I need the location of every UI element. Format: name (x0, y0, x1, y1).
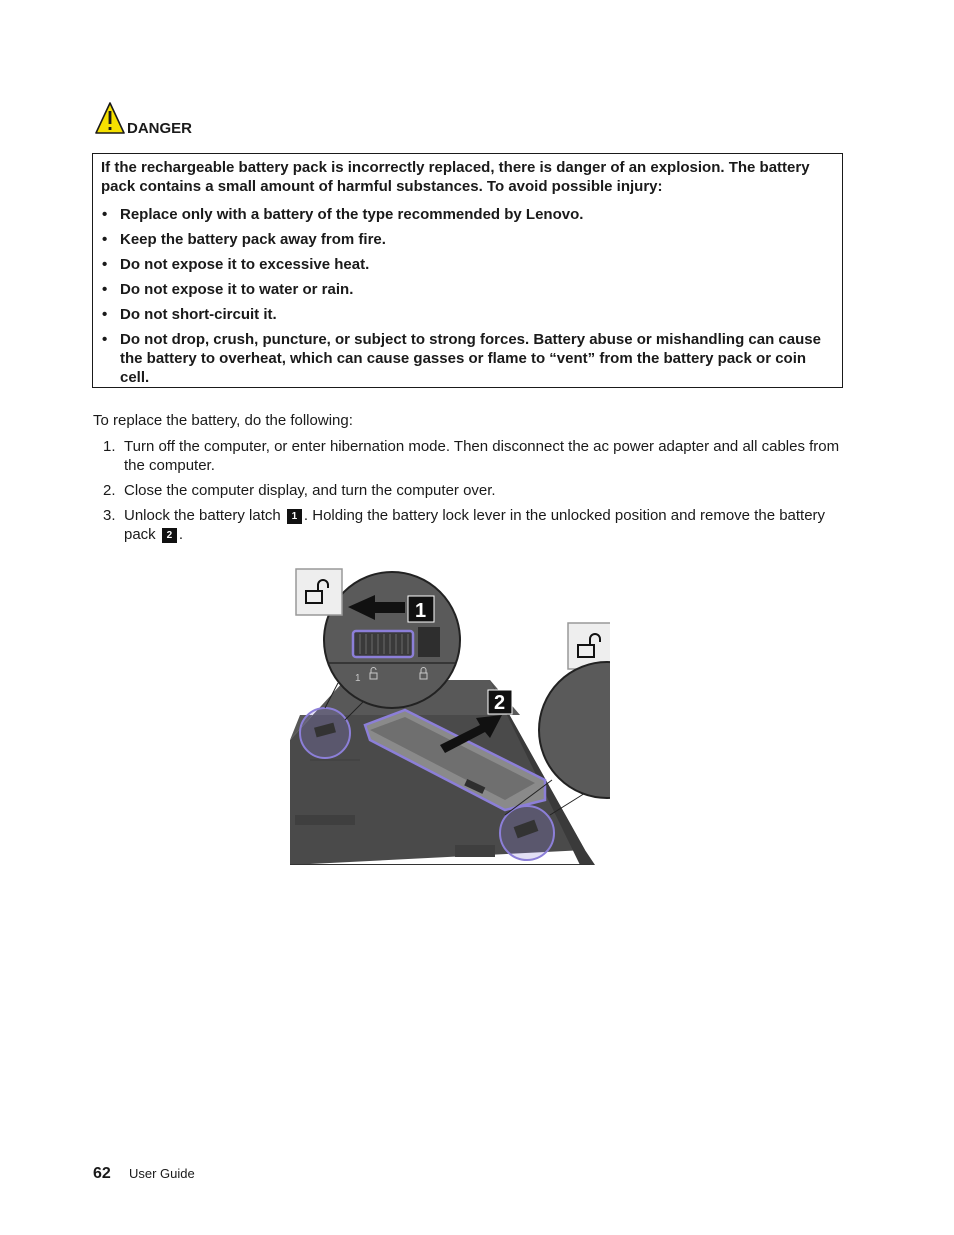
step-item (93, 481, 853, 500)
unlock-icon (296, 569, 342, 615)
warning-icon (94, 101, 126, 135)
callout-2-badge: 2 (162, 528, 177, 543)
danger-box (92, 153, 843, 388)
latch-label-left: 1 (355, 673, 361, 684)
step-number: 3. (103, 507, 116, 524)
danger-bullet: • Do not expose it to excessive heat. (101, 255, 834, 274)
latch-2-zoom-view (539, 662, 610, 798)
procedure-intro: To replace the battery, do the following: (93, 412, 353, 429)
step-text: . Holding the battery lock lever in the unlocked position and remove the battery pack (124, 507, 826, 543)
step-item (93, 506, 853, 544)
step-text: Unlock the battery latch (124, 507, 281, 524)
step-text: . (178, 526, 184, 543)
step-item (93, 437, 853, 475)
latch-1-zoom-view (324, 572, 460, 708)
footer-title: User Guide (128, 1166, 195, 1181)
procedure-steps (93, 437, 853, 550)
page-number: 62 (93, 1165, 111, 1182)
battery-removal-illustration (290, 565, 610, 865)
callout-2-number: 2 (494, 692, 506, 714)
callout-1-badge: 1 (287, 509, 302, 524)
danger-bullet: • Replace only with a battery of the type recommended by Lenovo. (101, 205, 834, 224)
danger-bullet: • Do not expose it to water or rain. (101, 280, 834, 299)
danger-bullet: • Keep the battery pack away from fire. (101, 230, 834, 249)
danger-bullet: • Do not drop, crush, puncture, or subject to strong forces. Battery abuse or mishandling can cause the battery to overheat, which can cause gasses or flame to “vent” from the battery pack or coin cell. (101, 330, 834, 387)
danger-intro: If the rechargeable battery pack is incorrectly replaced, there is danger of an explosion. The battery pack contains a small amount of harmful substances. To avoid possible injury: (101, 159, 810, 195)
step-text: Turn off the computer, or enter hibernation mode. Then disconnect the ac power adapter and all cables from the computer. (124, 438, 840, 474)
danger-bullet: • Do not short-circuit it. (101, 305, 834, 324)
step-number: 2. (103, 482, 116, 499)
callout-1-number: 1 (415, 600, 427, 622)
page-footer (93, 1165, 195, 1183)
step-text: Close the computer display, and turn the computer over. (124, 482, 496, 499)
danger-label: DANGER (127, 120, 193, 137)
step-number: 1. (103, 438, 116, 455)
danger-list (101, 205, 834, 387)
